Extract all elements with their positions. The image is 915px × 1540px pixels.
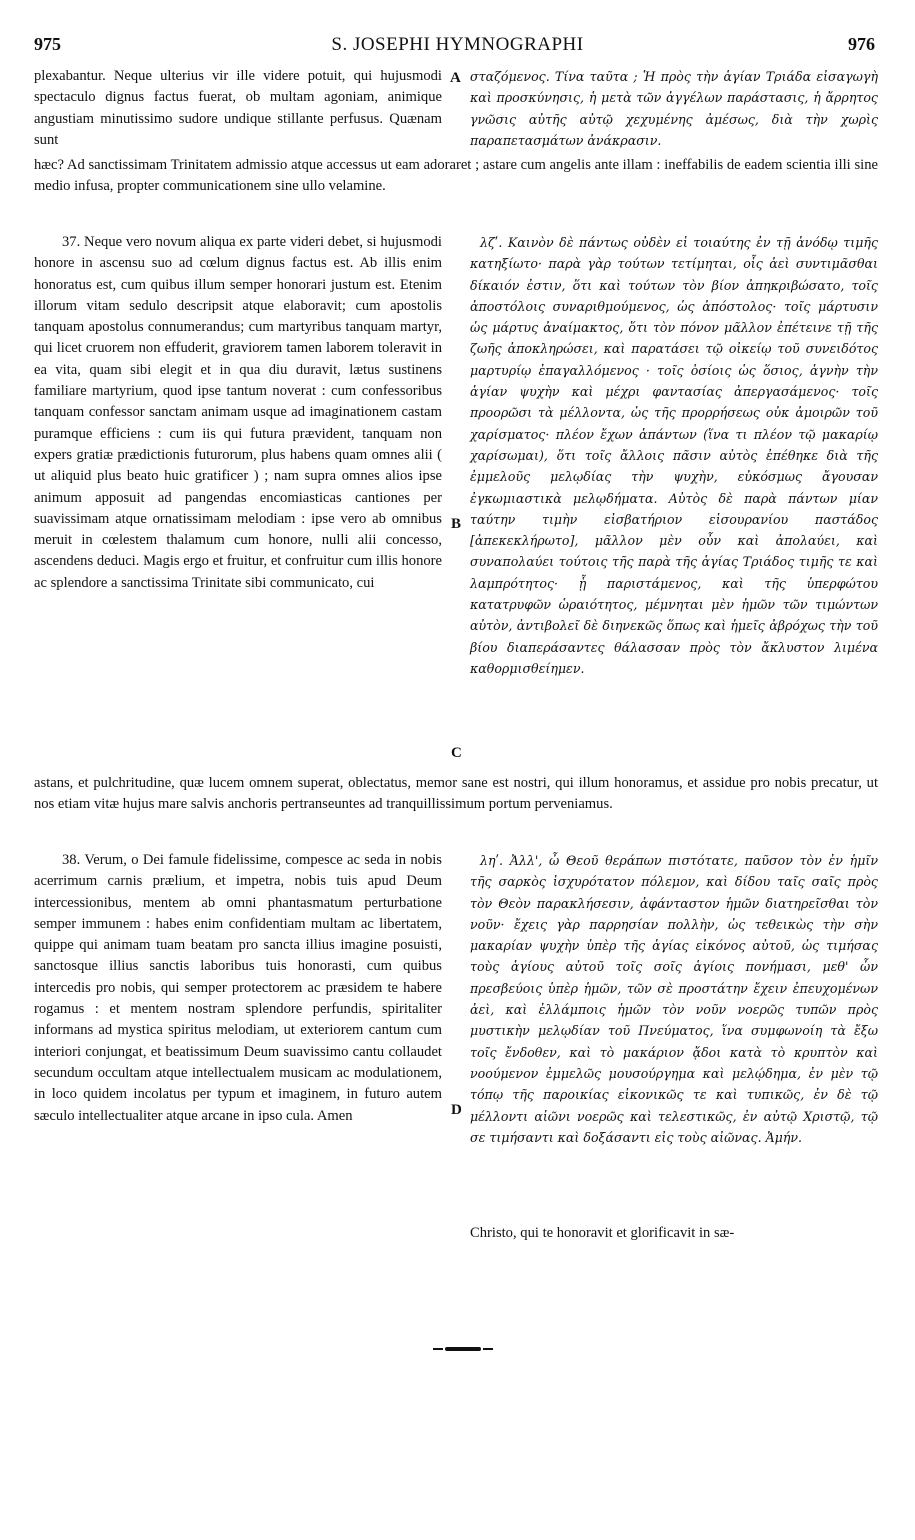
latin-paragraph-37: 37. Neque vero novum aliqua ex parte videri debet, si hujusmodi honore in ascensu suo ad cœlum dignus factus est. Ab illis enim honoratus est, cum quibus illum semper honorari justum est. Etenim illorum vitam sedulo descripsit atque elaboravit; cum apostolis tanquam apostolus connumerandus; cum martyribus tanquam martyr, qui licet cruorem non effuderit, graviorem tamen laborem toleravit in ea vita, quam sibi elegit et in qua diu duravit, lætus sustinens familiare martyrium, quod ipse tantum noverat : cum confessoribus tanquam confessor sanctam animam usque ad imaginationem castam puramque efficiens : cum iis qui futura prævident, tanquam non expers gratiæ prædictionis futurorum, plus habens quam omnes alii ( ut aliquid plus beato huic gratificer ) ; nam supra omnes alios ipse animum apposuit ad pangendas encomiasticas cantiones per suavissimam atque ornatissimam melodiam : ipse vero ab omnibus meruit in cœlestem thalamum cum honore, nulli alii concesso, ascendens deduci. Magis ergo et fruitur, et confruitur cum illis honore ac splendore a sanctissima Trinitate sibi communicato, cui (34, 234, 442, 591)
running-title: S. JOSEPHI HYMNOGRAPHI (331, 34, 584, 55)
page-number-left: 975 (34, 34, 61, 54)
greek-top-block: σταζόμενος. Τίνα ταῦτα ; Ἡ πρὸς τὴν ἁγίαν Τριάδα εἰσαγωγὴ καὶ προσκύνησις, ἡ μετὰ τῶν ἀγγέλων παράστασις, ἡ ἄρρητος γνῶσις αὐτῆς αὐτῷ χεχυμένης ἀμέσως, διὰ τὴν χωρὶς παραπετασμάτων ἀνάκρασιν. (470, 69, 878, 148)
greek-paragraph-37: λζʹ. Καινὸν δὲ πάντως οὐδὲν εἰ τοιαύτης ἐν τῇ ἀνόδῳ τιμῆς κατηξίωτο· παρὰ γὰρ τούτων τετίμηται, οἷς ἀεὶ συντιμᾶσθαι δίκαιόν ἐστιν, ὅτι καὶ τούτων τὸν βίον ἀπηκριβώσατο, τοῖς ἀποστόλοις συναριθμούμενος, ὡς ἀπόστολος· τοῖς μάρτυσιν ὡς μάρτυς ἀναίμακτος, ὅτι τὸν πόνον μᾶλλον ἐπέτεινε τῇ τῆς ζωῆς ἀποκληρώσει, καὶ παρατάσει τῷ οἰκείῳ τοῦ συνειδότος μαρτυρίῳ ἐπαγαλλόμενος · τοῖς ὁσίοις ὡς ὅσιος, ἁγνὴν τὴν ἁγίαν ψυχὴν καὶ μέχρι φαντασίας ἀπεργασάμενος· τοῖς προορῶσι τὰ μέλλοντα, ὡς τῆς προρρήσεως οὐκ ἀμοιρῶν τοῦ χαρίσματος· πλέον ἔχων ἁπάντων (ἵνα τι πλέον τῷ μακαρίῳ χαρίσωμαι), ὅτι τοῖς ἄλλοις πᾶσιν αὐτὸς ἐπέθηκε διὰ τῆς ἐμμελοῦς μελῳδίας τὴν ψυχὴν, εὐκόσμως ἄγουσαν ἐγκωμιαστικὰ μελῳδήματα. Αὐτὸς δὲ παρὰ πάντων μίαν ταύτην τιμὴν εἰσβατήριον εἰσουρανίου παστάδος [ἀπεκεκλήρωτο], μᾶλλον μὲν οὖν καὶ ἀπολαύει, καὶ συναπολαύει τούτοις τῆς παρὰ τῆς ἁγίας Τριάδος τιμῆς τε καὶ λαμπρότητος· ᾗ παριστάμενος, καὶ τῆς ὑπερφώτου κατατρυφῶν ὡραιότητος, μέμνηται μὲν ἡμῶν τῶν τιμώντων αὐτὸν, ἀντιβολεῖ δὲ διηνεκῶς ὅπως καὶ ἡμεῖς ἀβρόχως τὴν τοῦ βίου διαπεράσαντες θάλασσαν πρὸς τὸν ἄκλυστον λιμένα καθορμισθείημεν. (470, 235, 878, 676)
latin-full-width-1: hæc? Ad sanctissimam Trinitatem admissio atque accessus ut eam adoraret ; astare cum angelis ante illam : ineffabilis de eadem scientia illi sine medio infusa, propter communicationem sine ullo velamine. (34, 157, 878, 195)
running-header (0, 34, 915, 60)
margin-letter-a: A (450, 70, 461, 86)
latin-full-width-2: astans, et pulchritudine, quæ lucem omnem superat, oblectatus, memor sane est nostri, qui illum honoramus, et assidue pro nobis precatur, ut nos etiam vitæ hujus mare salvis anchoris pertranseuntes ad tranquillissimum portum perveniamus. (34, 775, 878, 813)
latin-continuation: Christo, qui te honoravit et glorificavit in sæ- (470, 1225, 735, 1241)
greek-paragraph-38: ληʹ. Ἀλλ', ὦ Θεοῦ θεράπων πιστότατε, παῦσον τὸν ἐν ἡμῖν τῆς σαρκὸς ἰσχυρότατον πόλεμον, καὶ δίδου ταῖς σαῖς πρὸς τὸν Θεὸν παρακλήσεσιν, ἀφάνταστον ἡμῶν διατηρεῖσθαι τὸν νοῦν· ἔχεις γὰρ παρρησίαν πολλὴν, ὡς τεθεικὼς τὴν σὴν μακαρίαν ψυχὴν ὑπὲρ τῆς ἁγίας εἰκόνος αὐτοῦ, ὡς τιμήσας τοὺς ἁγίους αὐτοῦ τοῖς σοῖς ἁγίοις πονήμασι, μεθ' ὧν πρεσβεύοις ὑπὲρ ἡμῶν, τῶν σὲ προστάτην ἔχειν ἐπευχομένων ἀεὶ, καὶ ἐλλάμποις ἡμῶν τὸν νοῦν νοερῶς τυπῶν πρὸς μυστικὴν μελῳδίαν τοῦ Πνεύματος, ἵνα συμφωνοίη τὰ ἔξω τοῖς ἔνδοθεν, καὶ τὸ μακάριον ᾄδοι κατὰ τὸ κρυπτὸν καὶ νοούμενον ἐμμελῶς μουσούργημα καὶ μελῴδημα, ἐν μὲν τῷ τόπῳ τῆς παροικίας εἰκονικῶς τε καὶ τυπικῶς, ἐν δὲ τῷ μέλλοντι αἰῶνι νοερῶς καὶ τελεστικῶς, ἐν αὐτῷ Χριστῷ, τῷ σε τιμήσαντι καὶ δοξάσαντι εἰς τοὺς αἰῶνας. Ἀμήν. (470, 853, 878, 1145)
page-number-right: 976 (848, 34, 875, 54)
margin-letter-c: C (451, 745, 462, 761)
latin-paragraph-38: 38. Verum, o Dei famule fidelissime, compesce ac seda in nobis acerrimum carnis prælium, et impetra, nobis tuis apud Deum intercessionibus, mentem ab omni phantasmatum perturbatione semper immunem : habes enim confidentiam multam ac libertatem, quippe qui animam tuam beatam pro sancta illius imagine posuisti, sanctosque illius sanctis laboribus tuis honorasti, cum quibus intercedis pro nobis, qui semper protectorem ac præsidem te habere rogamus : et mentem nostram splendore perfundis, spiritaliter informans ad mystica spiritus melodiam, ut exteriorem cantum cum interiori conjungat, et beatissimum Deum suavissimo cantu collaudet secundum occultam atque intellectualem musicam ac modulationem, in loco quidem incolatus per typum et imaginem, in futuro autem sæculo intellectualiter atque arcane in ipso cula. Amen (34, 852, 442, 1124)
latin-top-block: plexabantur. Neque ulterius vir ille videre potuit, qui hujusmodi spectaculo dignus factus fuerat, ob multam agoniam, animique angustiam minutissimo sudore undique stillante perfusus. Quænam sunt (34, 68, 442, 148)
end-ornament-rule (445, 1347, 481, 1351)
margin-letter-d: D (451, 1102, 462, 1118)
margin-letter-b: B (451, 516, 462, 532)
